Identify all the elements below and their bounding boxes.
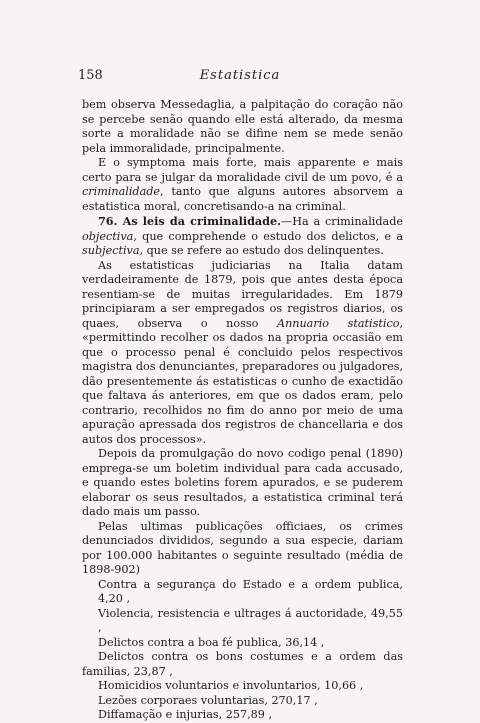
- page-body: [82, 98, 403, 723]
- emphasis: objectiva: [82, 229, 134, 243]
- paragraph: Depois da promulgação do novo codigo penal (1890) emprega-se um boletim individual para cada accusado, e quando estes boletins forem apurados, e se puderem elaborar os seus resultados, a estatistica criminal terá dado mais um passo.: [82, 447, 403, 518]
- list-item: Lezões corporaes voluntarias, 270,17 ,: [98, 693, 318, 707]
- paragraph: As estatisticas judiciarias na Italia datam verdadeiramente de 1879, pois que antes desta época resentiam-se de muitas irregularidades. Em 1879 principiaram a ser empregados os registros diarios, os quaes, observa o nosso Annuario statistico, «permittindo recolher os dados na propria occasião em que o processo penal é concluido pelos respectivos magistra dos denunciantes, preparadores ou julgadores, dão presentemente ás estatisticas o cunho de exactidão que faltava ás anteriores, em que os dados eram, pelo contrario, recolhidos no fim do anno por meio de uma apuração apressada dos registros de chancellaria e dos autos dos processos».: [82, 258, 404, 446]
- running-title: Estatistica: [199, 68, 281, 83]
- paragraph: E o symptoma mais forte, mais apparente e mais certo para se julgar da moralidade civil de um povo, é a criminalidade, tanto que alguns autores absorvem a estatistica moral, concretisando-a na criminal.: [82, 156, 403, 213]
- paragraph: Pelas ultimas publicações officiaes, os crimes denunciados divididos, segundo a sua especie, dariam por 100.000 habitantes o seguinte resultado (média de 1898-902): [82, 519, 403, 576]
- list-item: Delictos contra a boa fé publica, 36,14 ,: [98, 635, 325, 649]
- list-item: Diffamação e injurias, 257,89 ,: [98, 708, 273, 721]
- page-number: 158: [78, 68, 103, 83]
- section-heading: 76. As leis da criminalidade.: [98, 214, 281, 228]
- emphasis: criminalidade: [82, 185, 161, 198]
- paragraph: bem observa Messedaglia, a palpitação do coração não se percebe senão quando elle está alterado, da mesma sorte a moralidade não se difine nem se mede senão pela immoralidade, principalmente.: [82, 98, 403, 155]
- page-header: [78, 68, 402, 86]
- section-paragraph: 76. As leis da criminalidade.—Ha a criminalidade objectiva, que comprehende o estudo dos delictos, e a subjectiva, que se refere ao estudo dos delinquentes.: [82, 214, 403, 257]
- emphasis: Annuario statistico: [276, 316, 400, 330]
- emphasis: subjectiva: [82, 244, 140, 257]
- list-item: Contra a segurança do Estado e a ordem publica, 4,20 ,: [98, 577, 403, 605]
- list-item: Delictos contra os bons costumes e a ordem das familias, 23,87 ,: [82, 650, 403, 678]
- list-item: Violencia, resistencia e ultrages á auctoridade, 49,55 ,: [98, 606, 403, 634]
- list-item: Homicidios voluntarios e involuntarios, 10,66 ,: [98, 679, 364, 692]
